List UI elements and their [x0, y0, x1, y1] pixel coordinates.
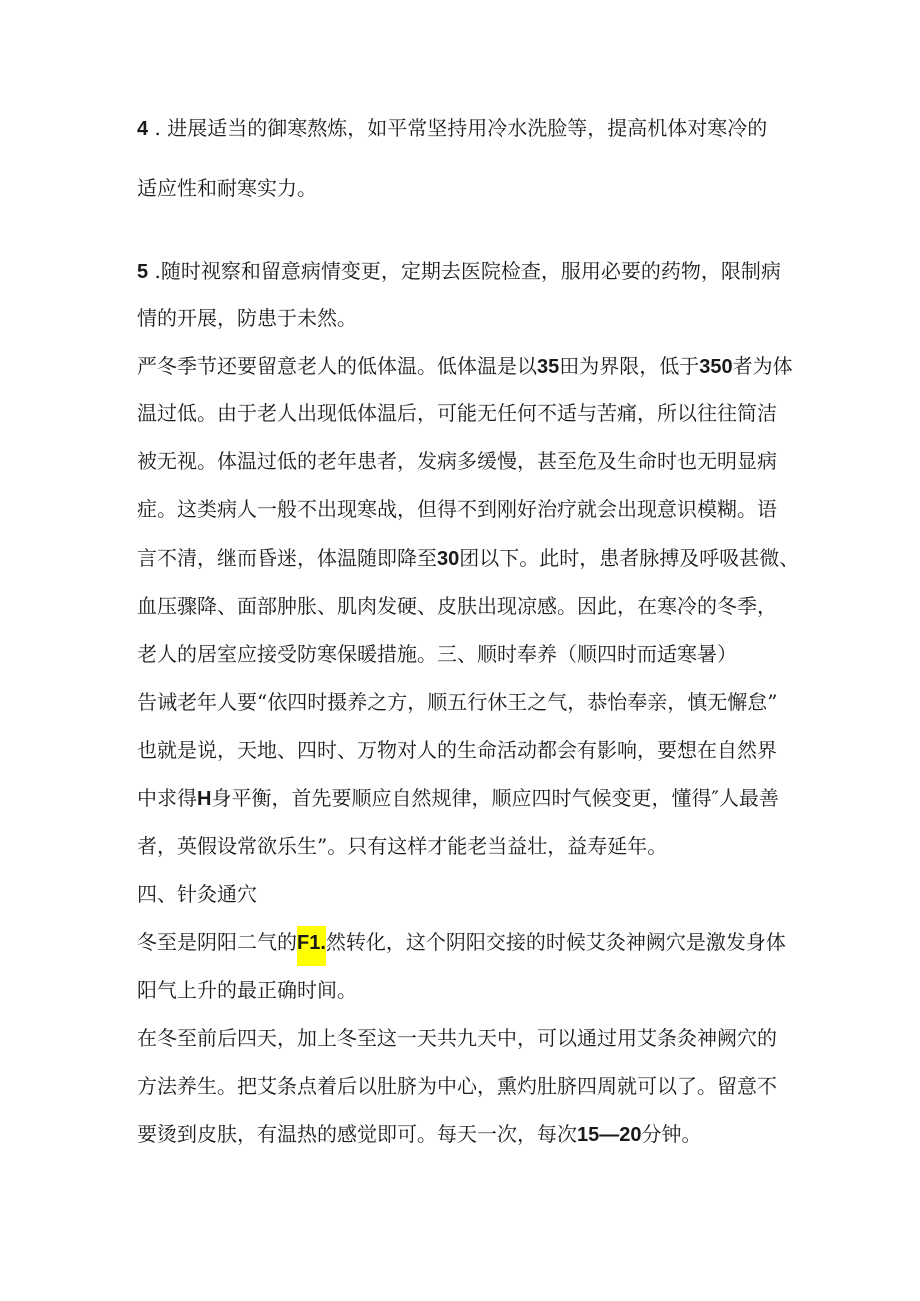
item-5-line-1: 5 .随时视察和留意病情变更，定期去医院检查，服用必要的药物，限制病	[137, 259, 781, 283]
item-number: 4	[137, 118, 149, 140]
ocr-glyph: H	[197, 788, 212, 810]
duration-value: 15—20	[577, 1124, 642, 1146]
seasons-line-1: 告诫老年人要“依四时摄养之方，顺五行休王之气，恭怡奉亲，慎无懈怠”	[137, 690, 778, 714]
temp-value: 35	[537, 356, 560, 378]
solstice-line-1: 冬至是阴阳二气的F1.然转化，这个阴阳交接的时候艾灸神阙穴是激发身体	[137, 929, 786, 966]
method-line-2: 方法养生。把艾条点着后以肚脐为中心，熏灼肚脐四周就可以了。留意不	[137, 1074, 777, 1098]
item-5-line-2: 情的开展，防患于未然。	[137, 306, 357, 330]
temp-line-3: 被无视。体温过低的老年患者，发病多缓慢，甚至危及生命时也无明显病	[137, 449, 777, 473]
seasons-line-4: 者，英假设常欲乐生”。只有这样才能老当益壮，益寿延年。	[137, 834, 668, 858]
seasons-line-2: 也就是说，天地、四时、万物对人的生命活动都会有影响，要想在自然界	[137, 738, 777, 762]
temp-line-4: 症。这类病人一般不出现寒战，但得不到刚好治疗就会出现意识模糊。语	[137, 497, 777, 521]
temp-value: 350	[699, 356, 733, 378]
method-line-3: 要烫到皮肤，有温热的感觉即可。每天一次，每次15—20分钟。	[137, 1122, 702, 1146]
temp-value: 30	[437, 548, 460, 570]
solstice-line-2: 阳气上升的最正确时间。	[137, 978, 357, 1002]
temp-line-2: 温过低。由于老人出现低体温后，可能无任何不适与苦痛，所以往往简洁	[137, 401, 777, 425]
item-4-line-1: 4 . 进展适当的御寒熬炼，如平常坚持用冷水洗脸等，提高机体对寒冷的	[137, 116, 768, 140]
temp-line-7: 老人的居室应接受防寒保暖措施。三、顺时奉养（顺四时而适寒暑）	[137, 642, 737, 666]
temp-line-5: 言不清，继而昏迷，体温随即降至30团以下。此时，患者脉搏及呼吸甚微、	[137, 546, 800, 570]
temp-line-6: 血压骤降、面部肿胀、肌肉发硬、皮肤出现凉感。因此，在寒冷的冬季，	[137, 594, 777, 618]
method-line-1: 在冬至前后四天，加上冬至这一天共九天中，可以通过用艾条灸神阙穴的	[137, 1026, 777, 1050]
section-heading: 四、针灸通穴	[137, 882, 257, 906]
item-4-line-2: 适应性和耐寒实力。	[137, 176, 317, 200]
seasons-line-3: 中求得H身平衡，首先要顺应自然规律，顺应四时气候变更，懂得″人最善	[137, 786, 779, 810]
temp-line-1: 严冬季节还要留意老人的低体温。低体温是以35田为界限，低于350者为体	[137, 354, 793, 378]
item-number: 5	[137, 261, 149, 283]
highlighted-text: F1.	[297, 926, 326, 966]
